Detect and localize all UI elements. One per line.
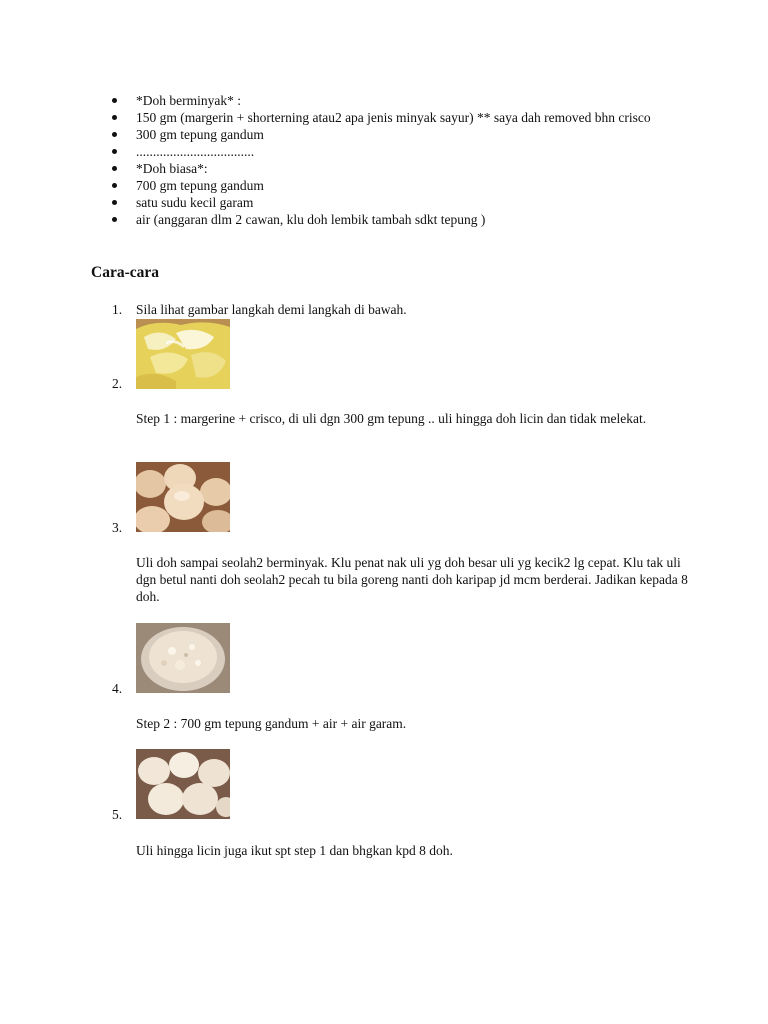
list-item: [136, 92, 696, 109]
list-item: [136, 160, 696, 177]
step-number: 4.: [112, 681, 123, 696]
step-number: 3.: [112, 520, 123, 535]
list-item-text: ...................................: [136, 144, 255, 159]
bullet-icon: [112, 115, 117, 120]
step-text: Step 2 : 700 gm tepung gandum + air + air garam.: [136, 716, 407, 731]
margarine-image: [136, 319, 230, 389]
list-item-text: 700 gm tepung gandum: [136, 178, 264, 193]
step-number: 5.: [112, 807, 123, 822]
bullet-icon: [112, 217, 117, 222]
bullet-icon: [112, 166, 117, 171]
step-text: Uli doh sampai seolah2 berminyak. Klu penat nak uli yg doh besar uli yg kecik2 lg cepat. Klu tak uli dgn betul nanti doh seolah2 pecah tu bila goreng nanti doh karipap jd mcm berderai. Jadikan kepada 8 doh.: [136, 555, 688, 604]
step-text: Step 1 : margerine + crisco, di uli dgn 300 gm tepung .. uli hingga doh licin dan tidak melekat.: [136, 411, 647, 426]
list-item-text: 300 gm tepung gandum: [136, 127, 264, 142]
bullet-icon: [112, 132, 117, 137]
list-item-text: 150 gm (margerin + shorterning atau2 apa jenis minyak sayur) ** saya dah removed bhn crisco: [136, 110, 651, 125]
list-item-text: satu sudu kecil garam: [136, 195, 254, 210]
margarine-photo: [136, 319, 230, 389]
step-number: 1.: [112, 302, 123, 317]
smooth-dough-image: [136, 749, 230, 819]
step-text: Uli hingga licin juga ikut spt step 1 dan bhgkan kpd 8 doh.: [136, 843, 453, 858]
list-item-text: *Doh biasa*:: [136, 161, 208, 176]
bullet-icon: [112, 200, 117, 205]
list-item: [136, 211, 696, 228]
bullet-icon: [112, 98, 117, 103]
step-text: Sila lihat gambar langkah demi langkah di bawah.: [136, 302, 407, 317]
ingredient-list: [136, 92, 696, 228]
bullet-icon: [112, 149, 117, 154]
list-item-text: *Doh berminyak* :: [136, 93, 241, 108]
flour-mixture-photo: [136, 623, 230, 693]
list-item: [136, 109, 696, 126]
dough-balls-photo: [136, 462, 230, 532]
bullet-icon: [112, 183, 117, 188]
flour-mixture-image: [136, 623, 230, 693]
smooth-dough-photo: [136, 749, 230, 819]
list-item: [136, 126, 696, 143]
dough-balls-image: [136, 462, 230, 532]
list-item: [136, 194, 696, 211]
list-item: [136, 177, 696, 194]
list-item-text: air (anggaran dlm 2 cawan, klu doh lembik tambah sdkt tepung ): [136, 212, 486, 227]
list-item: [136, 143, 696, 160]
section-heading: Cara-cara: [91, 264, 159, 281]
step-number: 2.: [112, 376, 123, 391]
